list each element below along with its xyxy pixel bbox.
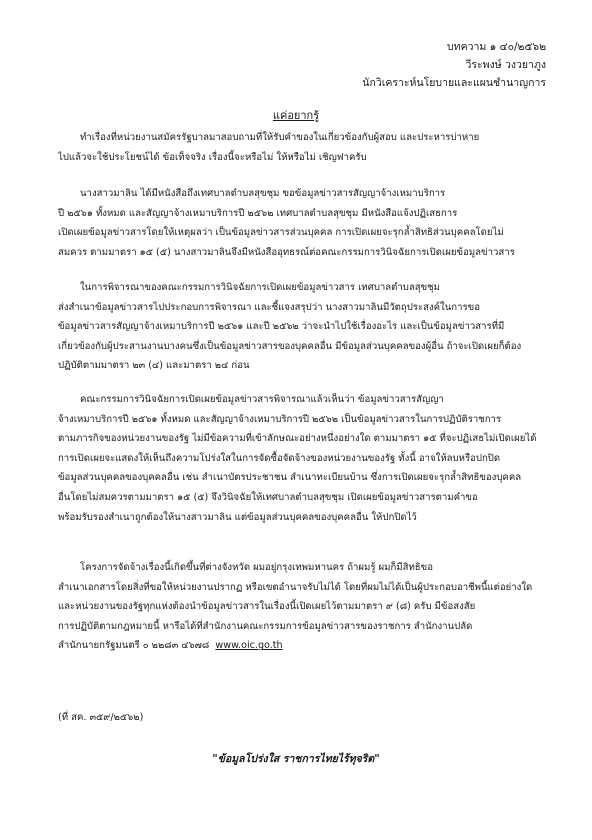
paragraph-line: สำเนาเอกสารโดยสิ่งที่ขอให้หน่วยงานปรากฏ หรือเขตอำนาจรับไม่ได้ โดยที่ผมไม่ได้เป็นผู้ประกอบอาชีพนี้แต่อย่างใด [58,581,533,593]
paragraph-line: ตามภารกิจของหน่วยงานของรัฐ ไม่มีข้อความที่เข้าลักษณะอย่างหนึ่งอย่างใด ตามมาตรา ๑๕ ที่จะปฏิเสธไม่เปิดเผยได้ [58,433,537,445]
paragraph-request [58,184,538,262]
paragraph-line: เกี่ยวข้องกับผู้ประสานงานบางคนซึ่งเป็นข้อมูลข่าวสารของบุคคลอื่น มีข้อมูลส่วนบุคคลของผู้อื่น ถ้าจะเปิดเผยก็ต้อง [58,340,522,352]
paragraph-line: ไปแล้วจะใช้ประโยชน์ได้ ข้อเท็จจริง เรื่องนี้จะหรือไม่ ให้หรือไม่ เชิญฟาครับ [58,151,367,163]
paragraph-line: การปฏิบัติตามกฎหมายนี้ หารือได้ที่สำนักงานคณะกรรมการข้อมูลข่าวสารของราชการ สำนักงานปลัด [58,620,473,632]
paragraph-line: และหน่วยงานของรัฐทุกแห่งต้องนำข้อมูลข่าวสารในเรื่องนี้เปิดเผยไว้ตามมาตรา ๙ (๘) ครับ มีข้อสงสัย [58,601,476,613]
paragraph-consideration [58,278,538,376]
paragraph-decision [58,390,538,527]
paragraph-line: ข้อมูลข่าวสารสัญญาจ้างเหมาบริการปี ๒๕๖๑ และปี ๒๕๖๒ ว่าจะนำไปใช้เรื่องอะไร และเป็นข้อมูลข่าวสารที่มี [58,321,505,333]
paragraph-line: ปี ๒๕๖๑ ทั้งหมด และสัญญาจ้างเหมาบริการปี ๒๕๖๒ เทศบาลตำบลสุขชุม มีหนังสือแจ้งปฏิเสธการ [58,207,458,219]
paragraph-line: นางสาวมาลิน ได้มีหนังสือถึงเทศบาลตำบลสุขชุม ขอข้อมูลข่าวสารสัญญาจ้างเหมาบริการ [80,188,446,199]
paragraph-line: ในการพิจารณาของคณะกรรมการวินิจฉัยการเปิดเผยข้อมูลข่าวสาร เทศบาลตำบลสุขชุม [80,282,441,293]
paragraph-line: จ้างเหมาบริการปี ๒๕๖๑ ทั้งหมด และสัญญาจ้างเหมาบริการปี ๒๕๖๒ เป็นข้อมูลข่าวสารในการปฏิบัติราชการ [58,413,502,425]
paragraph-intro [58,128,538,167]
slogan: "ข้อมูลโปร่งใส ราชการไทยไร้ทุจริต" [212,753,380,765]
author-position: นักวิเคราะห์นโยบายและแผนชำนาญการ [362,77,546,89]
paragraph-line-with-link [58,636,538,656]
reference-number: (ที่ สค. ๓๕๙/๒๕๖๒) [58,712,144,723]
website-link[interactable]: www.oic.go.th [215,640,283,652]
paragraph-line: สมควร ตามมาตรา ๑๕ (๕) นางสาวมาลินจึงมีหนังสืออุทธรณ์ต่อคณะกรรมการวินิจฉัยการเปิดเผยข้อมูลข่าวสาร [58,246,515,258]
paragraph-line: พร้อมรับรองสำเนาถูกต้องให้นางสาวมาลิน แต่ข้อมูลส่วนบุคคลของบุคคลอื่น ให้ปกปิดไว้ [58,511,417,523]
paragraph-line: โครงการจัดจ้างเรื่องนี้เกิดขึ้นที่ต่างจังหวัด ผมอยู่กรุงเทพมหานคร ถ้าผมรู้ ผมก็มีสิทธิขอ [80,562,433,573]
paragraph-line: ปฏิบัติตามมาตรา ๒๓ (๔) และมาตรา ๒๔ ก่อน [58,360,250,372]
document-title: แค่อยากรู้ [272,109,320,122]
author-name: วีระพงษ์ วงวยาภูง [465,59,546,71]
paragraph-line: การเปิดเผยจะแสดงให้เห็นถึงความโปร่งใสในการจัดซื้อจัดจ้างของหน่วยงานของรัฐ ทั้งนี้ อาจให้ลบหรือปกปิด [58,452,501,464]
paragraph-line: ทำเรื่องที่หน่วยงานสมัครรัฐบาลมาสอบถามที่ให้รับคำของในเกี่ยวข้องกับผู้สอบ และประหารบ่าหาย [80,132,480,143]
paragraph-line: สำนักนายกรัฐมนตรี ๐ ๒๒๘๓ ๔๖๗๘ [58,640,210,652]
paragraph-line: เปิดเผยข้อมูลข่าวสารโดยให้เหตุผลว่า เป็นข้อมูลข่าวสารส่วนบุคคล การเปิดเผยจะรุกล้ำสิทธิส่วนบุคคลโดยไม่ [58,227,504,239]
paragraph-line: คณะกรรมการวินิจฉัยการเปิดเผยข้อมูลข่าวสารพิจารณาแล้วเห็นว่า ข้อมูลข่าวสารสัญญา [80,394,444,405]
paragraph-line: ข้อมูลส่วนบุคคลของบุคคลอื่น เช่น สำเนาบัตรประชาชน สำเนาทะเบียนบ้าน ซึ่งการเปิดเผยจะรุกล้ำสิทธิของบุคคล [58,472,522,484]
paragraph-line: ส่งสำเนาข้อมูลข่าวสารไปประกอบการพิจารณา และชี้แจงสรุปว่า นางสาวมาลินมีวัตถุประสงค์ในการขอ [58,301,480,313]
paragraph-line: อื่นโดยไม่สมควรตามมาตรา ๑๕ (๕) จึงวินิจฉัยให้เทศบาลตำบลสุขชุม เปิดเผยข้อมูลข่าวสารตามคำขอ [58,491,478,503]
article-number: บทความ ๑ ๔๐/๒๕๖๒ [446,41,546,53]
paragraph-conclusion [58,558,538,656]
